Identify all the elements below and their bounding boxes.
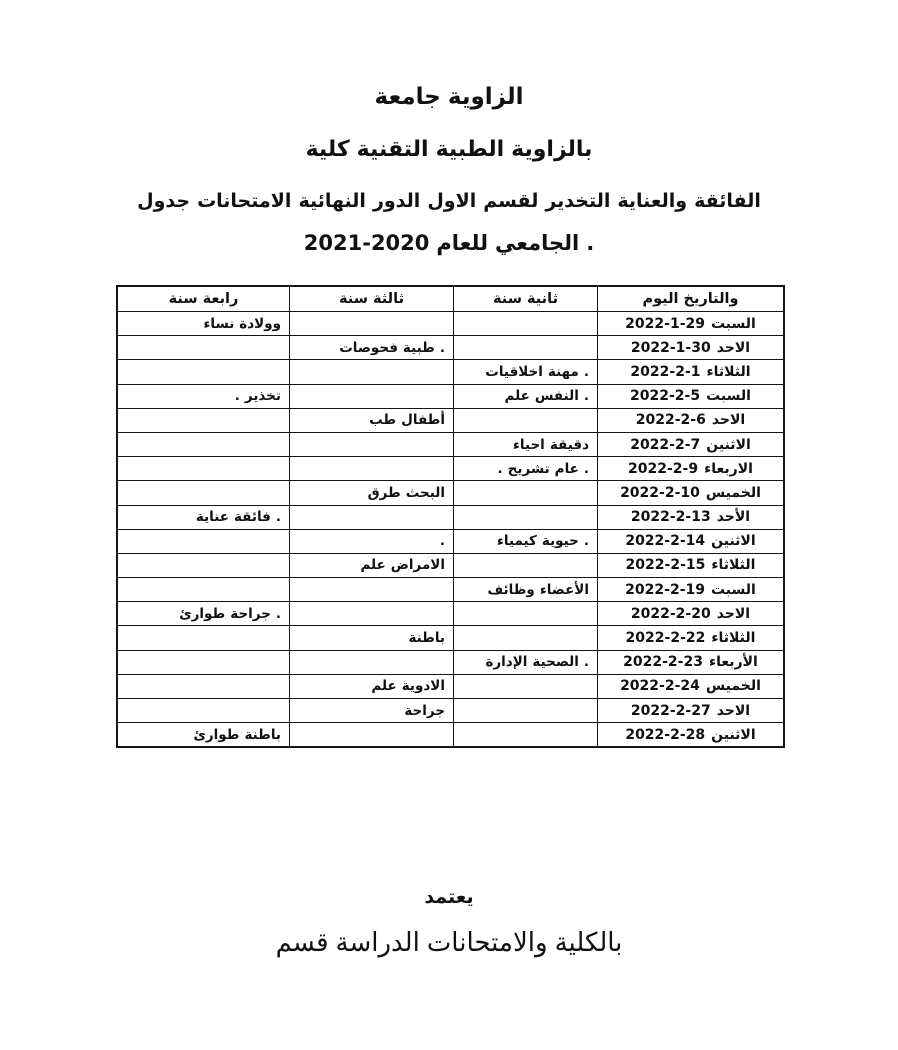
word: مهنة	[547, 363, 579, 380]
header-cell-year4	[118, 287, 289, 311]
word: طوارئ	[179, 605, 226, 622]
day-name: الاحد	[716, 605, 751, 622]
subject-cell-year2	[453, 457, 597, 480]
word: ثانية	[526, 291, 559, 307]
day-date-cell	[597, 723, 783, 746]
word: للعام	[436, 231, 488, 255]
word: باطنة	[408, 630, 445, 647]
word: .	[583, 460, 589, 477]
subject-cell-year4	[118, 457, 289, 480]
day-date-cell	[597, 481, 783, 504]
subject-cell-year4	[118, 336, 289, 359]
subject-cell-year4	[118, 626, 289, 649]
word: .	[234, 388, 240, 405]
subject-cell-year2	[453, 481, 597, 504]
word: النهائية	[298, 190, 366, 212]
day-name: الأحد	[716, 509, 751, 526]
subject-cell-year3	[289, 578, 453, 601]
date-value: 2022-2-24	[620, 678, 700, 695]
day-date-cell	[597, 530, 783, 553]
subject-cell-year2	[453, 675, 597, 698]
subject-cell-year3	[289, 336, 453, 359]
word: اخلاقيات	[485, 363, 543, 380]
day-name: الثلاثاء	[711, 630, 756, 647]
date-value: 2022-2-1	[630, 363, 701, 380]
header-cell-year2	[453, 287, 597, 311]
subject-cell-year4	[118, 409, 289, 432]
subject-cell-year4	[118, 578, 289, 601]
word: البحث	[405, 484, 445, 501]
university-title	[0, 84, 898, 110]
day-name: الخميس	[705, 678, 761, 695]
word: رابعة	[202, 291, 239, 307]
word: الامراض	[390, 557, 445, 574]
word: والتاريخ	[683, 291, 739, 307]
date-value: 2022-2-22	[625, 630, 706, 647]
table-row	[118, 722, 783, 746]
date-value: 2022-1-29	[625, 315, 705, 332]
word: طب	[369, 412, 397, 429]
word: .	[497, 460, 503, 477]
word: احياء	[512, 436, 545, 453]
word: الاول	[427, 190, 477, 212]
table-row	[118, 359, 783, 383]
word: .	[439, 339, 445, 356]
day-date-cell	[597, 409, 783, 432]
word: أطفال	[401, 412, 445, 429]
day-name: الاثنين	[711, 726, 756, 743]
day-name: السبت	[706, 388, 751, 405]
subject-cell-year4	[118, 651, 289, 674]
day-date-cell	[597, 675, 783, 698]
subject-cell-year3	[289, 506, 453, 529]
table-row	[118, 650, 783, 674]
subject-cell-year4	[118, 385, 289, 408]
word: .	[583, 654, 589, 671]
word: اليوم	[642, 291, 679, 307]
word: التخدير	[545, 190, 611, 212]
word: حيوية	[541, 533, 579, 550]
date-value: 2022-2-14	[625, 533, 706, 550]
table-row	[118, 674, 783, 698]
word: طوارئ	[193, 726, 240, 743]
date-value: 2022-2-28	[625, 726, 706, 743]
subject-cell-year3	[289, 433, 453, 456]
subject-cell-year2	[453, 651, 597, 674]
date-value: 2022-1-30	[630, 339, 711, 356]
subject-cell-year2	[453, 433, 597, 456]
table-row	[118, 311, 783, 335]
word: التقنية	[356, 137, 429, 162]
subject-cell-year2	[453, 409, 597, 432]
day-date-cell	[597, 626, 783, 649]
day-date-cell	[597, 360, 783, 383]
word: والامتحانات	[426, 928, 548, 958]
subject-cell-year4	[118, 433, 289, 456]
word: الأعضاء	[539, 581, 589, 598]
subject-cell-year2	[453, 626, 597, 649]
subject-cell-year2	[453, 578, 597, 601]
day-name: الأربعاء	[708, 654, 758, 671]
subject-cell-year3	[289, 457, 453, 480]
day-date-cell	[597, 433, 783, 456]
day-date-cell	[597, 312, 783, 335]
word: طبية	[402, 339, 435, 356]
subject-cell-year3	[289, 530, 453, 553]
word: جراحة	[404, 702, 445, 719]
subject-cell-year3	[289, 626, 453, 649]
table-row	[118, 408, 783, 432]
word: سنة	[492, 291, 522, 307]
day-date-cell	[597, 699, 783, 722]
date-value: 2022-2-10	[620, 484, 700, 501]
date-value: 2022-2-20	[630, 605, 711, 622]
word: بالكلية	[554, 928, 623, 958]
word: ثالثة	[372, 291, 405, 307]
word: .	[275, 605, 281, 622]
word: وظائف	[487, 581, 535, 598]
word: عام	[554, 460, 579, 477]
table-row	[118, 335, 783, 359]
word: جراحة	[230, 605, 271, 622]
word: علم	[360, 557, 386, 574]
subject-cell-year2	[453, 554, 597, 577]
subject-cell-year2	[453, 385, 597, 408]
table-header-row	[118, 287, 783, 311]
word: علم	[371, 678, 397, 695]
word: كلية	[305, 137, 350, 162]
date-value: 2022-2-19	[625, 581, 705, 598]
footer-department	[0, 928, 898, 958]
subject-cell-year2	[453, 360, 597, 383]
date-value: 2022-2-27	[630, 702, 711, 719]
date-value: 2022-2-9	[628, 460, 699, 477]
table-row	[118, 601, 783, 625]
day-name: الثلاثاء	[706, 363, 751, 380]
subject-cell-year4	[118, 481, 289, 504]
subject-cell-year3	[289, 385, 453, 408]
word: علم	[504, 388, 530, 405]
word: الدراسة	[335, 928, 420, 958]
day-name: السبت	[710, 581, 756, 598]
word: الدور	[372, 190, 421, 212]
word: تخذير	[244, 388, 281, 405]
word: الادوية	[401, 678, 445, 695]
word: .	[586, 231, 595, 255]
day-date-cell	[597, 651, 783, 674]
table-row	[118, 432, 783, 456]
word: الصحية	[532, 654, 579, 671]
subject-cell-year2	[453, 336, 597, 359]
date-value: 2022-2-5	[630, 388, 701, 405]
word: .	[583, 388, 589, 405]
date-value: 2022-2-23	[623, 654, 703, 671]
word: الفائقة	[694, 190, 761, 212]
subject-cell-year3	[289, 312, 453, 335]
subject-cell-year4	[118, 675, 289, 698]
subject-cell-year3	[289, 360, 453, 383]
subject-cell-year4	[118, 699, 289, 722]
word: بالزاوية	[511, 137, 593, 162]
college-title	[0, 137, 898, 162]
table-row	[118, 625, 783, 649]
word: فائقة	[233, 509, 271, 526]
table-row	[118, 698, 783, 722]
day-date-cell	[597, 336, 783, 359]
subject-cell-year3	[289, 554, 453, 577]
table-row	[118, 577, 783, 601]
word: .	[439, 533, 445, 550]
word: الطبية	[435, 137, 505, 162]
subject-cell-year4	[118, 554, 289, 577]
word: طرق	[367, 484, 401, 501]
word: فحوصات	[339, 339, 398, 356]
day-name: الاثنين	[711, 533, 756, 550]
day-date-cell	[597, 554, 783, 577]
day-name: الاثنين	[706, 436, 751, 453]
day-name: الاحد	[716, 339, 751, 356]
table-row	[118, 505, 783, 529]
word: وولادة	[239, 315, 281, 332]
subject-cell-year4	[118, 723, 289, 746]
word: .	[583, 363, 589, 380]
academic-year-line	[0, 231, 898, 255]
word: نساء	[203, 315, 235, 332]
word: قسم	[275, 928, 329, 958]
word: والعناية	[617, 190, 688, 212]
subject-cell-year4	[118, 602, 289, 625]
day-date-cell	[597, 506, 783, 529]
word: سنة	[168, 291, 198, 307]
day-date-cell	[597, 602, 783, 625]
word: جامعة	[374, 84, 441, 110]
day-name: الخميس	[705, 484, 761, 501]
word: .	[583, 533, 589, 550]
subject-cell-year3	[289, 481, 453, 504]
table-row	[118, 553, 783, 577]
word: الامتحانات	[197, 190, 292, 212]
subject-cell-year2	[453, 602, 597, 625]
day-date-cell	[597, 457, 783, 480]
word: الإدارة	[485, 654, 528, 671]
subject-cell-year3	[289, 699, 453, 722]
word: عناية	[195, 509, 229, 526]
word: الزاوية	[447, 84, 524, 110]
table-row	[118, 480, 783, 504]
word: تشريح	[507, 460, 550, 477]
word: .	[275, 509, 281, 526]
date-value: 2022-2-15	[625, 557, 706, 574]
header-cell-year3	[289, 287, 453, 311]
word: دقيقة	[549, 436, 589, 453]
subject-cell-year2	[453, 723, 597, 746]
table-row	[118, 456, 783, 480]
word: سنة	[338, 291, 368, 307]
word: كيمياء	[496, 533, 537, 550]
subject-cell-year3	[289, 409, 453, 432]
subject-cell-year3	[289, 675, 453, 698]
day-name: الاحد	[711, 412, 746, 429]
subject-cell-year3	[289, 723, 453, 746]
subject-cell-year2	[453, 699, 597, 722]
subject-cell-year4	[118, 312, 289, 335]
word: يعتمد	[424, 886, 474, 908]
subject-cell-year4	[118, 506, 289, 529]
schedule-title	[0, 190, 898, 212]
word: لقسم	[483, 190, 539, 212]
word: النفس	[534, 388, 579, 405]
date-value: 2022-2-7	[630, 436, 701, 453]
date-value: 2022-2-6	[635, 412, 706, 429]
subject-cell-year2	[453, 312, 597, 335]
day-name: الاحد	[716, 702, 751, 719]
word: جدول	[137, 190, 191, 212]
word: 2021-2020	[303, 231, 430, 255]
day-date-cell	[597, 385, 783, 408]
footer-approval	[0, 886, 898, 908]
day-name: السبت	[710, 315, 756, 332]
subject-cell-year2	[453, 530, 597, 553]
date-value: 2022-2-13	[630, 509, 711, 526]
word: الجامعي	[495, 231, 580, 255]
subject-cell-year3	[289, 651, 453, 674]
subject-cell-year3	[289, 602, 453, 625]
day-date-cell	[597, 578, 783, 601]
table-row	[118, 384, 783, 408]
subject-cell-year2	[453, 506, 597, 529]
exam-schedule-table	[116, 285, 785, 748]
day-name: الاربعاء	[704, 460, 753, 477]
subject-cell-year4	[118, 360, 289, 383]
word: باطنة	[244, 726, 281, 743]
header-cell-day-date	[597, 287, 783, 311]
subject-cell-year4	[118, 530, 289, 553]
day-name: الثلاثاء	[711, 557, 756, 574]
table-row	[118, 529, 783, 553]
